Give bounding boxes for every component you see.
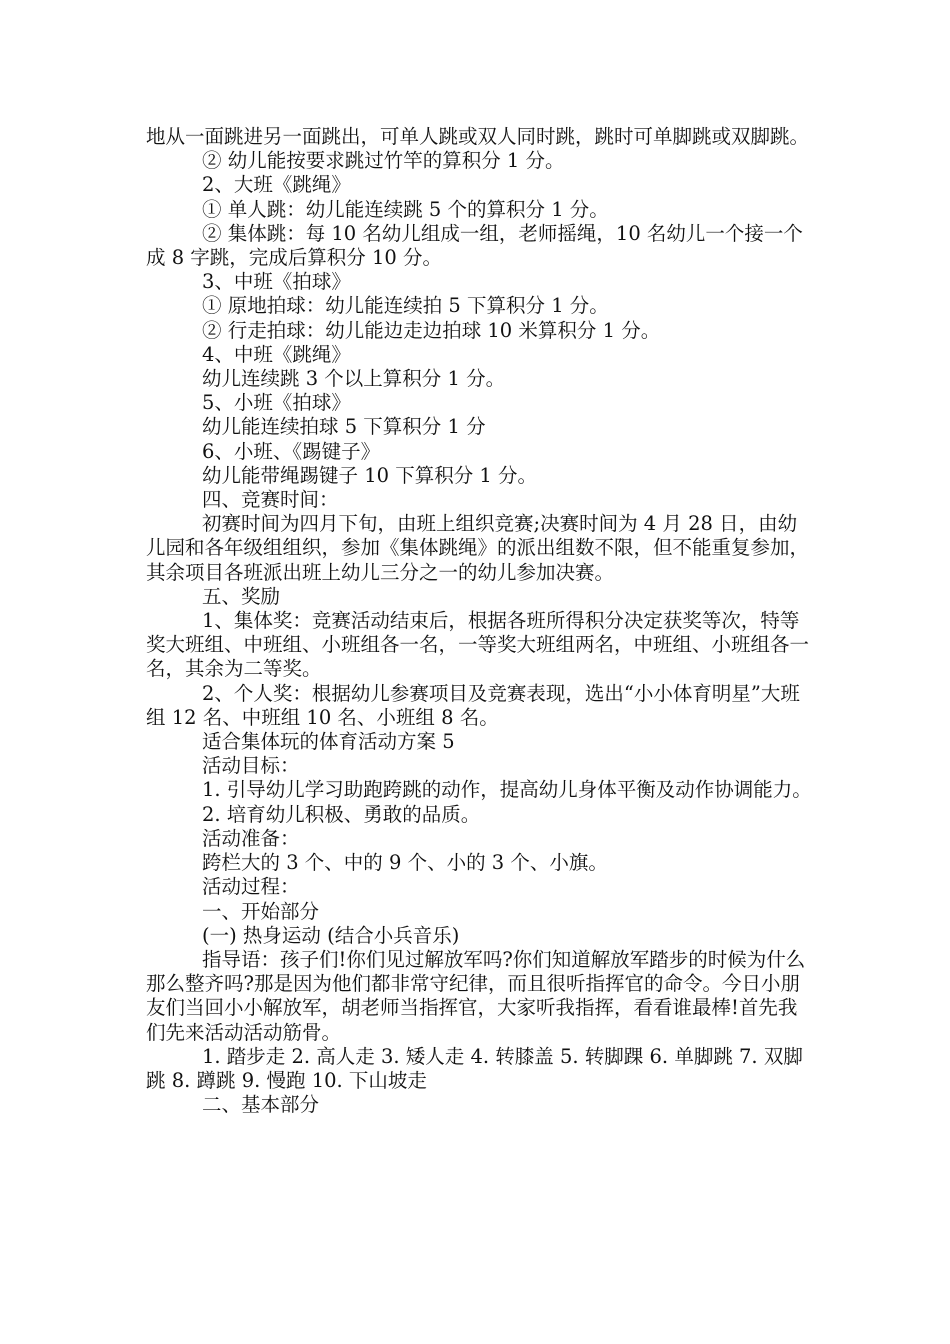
document-body [146,125,816,1117]
paragraph: 跨栏大的 3 个、中的 9 个、小的 3 个、小旗。 [202,851,608,875]
paragraph: 2、个人奖：根据幼儿参赛项目及竞赛表现，选出“小小体育明星”大班组 12 名、中班组 10 名、小班组 8 名。 [146,681,800,729]
section-heading: 4、中班《跳绳》 [202,342,351,366]
paragraph: ① 单人跳：幼儿能连续跳 5 个的算积分 1 分。 [202,197,609,221]
section-heading: 活动过程： [202,875,300,899]
section-heading: 五、奖励 [202,584,281,608]
document-title: 适合集体玩的体育活动方案 5 [202,730,455,754]
section-heading: 活动目标： [202,754,300,778]
section-heading: 四、竞赛时间： [202,488,339,512]
paragraph: ① 原地拍球：幼儿能连续拍 5 下算积分 1 分。 [202,294,609,318]
section-heading: 二、基本部分 [202,1093,320,1117]
paragraph: 幼儿能连续拍球 5 下算积分 1 分 [202,415,486,439]
section-heading: 一、开始部分 [202,899,320,923]
section-heading: 3、中班《拍球》 [202,270,351,294]
paragraph: 初赛时间为四月下旬，由班上组织竞赛;决赛时间为 4 月 28 日，由幼儿园和各年级组组织，参加《集体跳绳》的派出组数不限，但不能重复参加，其余项目各班派出班上幼儿三分之一的幼儿参加决赛。 [146,512,810,584]
paragraph: 指导语：孩子们!你们见过解放军吗?你们知道解放军踏步的时候为什么那么整齐吗?那是因为他们都非常守纪律，而且很听指挥官的命令。今日小朋友们当回小小解放军，胡老师当指挥官，大家听我指挥，看看谁最棒!首先我们先来活动活动筋骨。 [146,947,806,1044]
paragraph: ② 行走拍球：幼儿能边走边拍球 10 米算积分 1 分。 [202,318,661,342]
paragraph: 1. 踏步走 2. 高人走 3. 矮人走 4. 转膝盖 5. 转脚踝 6. 单脚跳 7. 双脚跳 8. 蹲跳 9. 慢跑 10. 下山坡走 [146,1044,803,1092]
paragraph: ② 集体跳：每 10 名幼儿组成一组，老师摇绳，10 名幼儿一个接一个成 8 字跳，完成后算积分 10 分。 [146,221,803,270]
section-heading: 活动准备： [202,826,300,850]
paragraph: ② 幼儿能按要求跳过竹竿的算积分 1 分。 [202,149,565,173]
paragraph: 地从一面跳进另一面跳出，可单人跳或双人同时跳，跳时可单脚跳或双脚跳。 [146,125,810,148]
paragraph: 1、集体奖：竞赛活动结束后，根据各班所得积分决定获奖等次，特等奖大班组、中班组、小班组各一名，一等奖大班组两名，中班组、小班组各一名，其余为二等奖。 [146,609,810,681]
paragraph: (一) 热身运动 (结合小兵音乐) [202,923,460,947]
paragraph: 1. 引导幼儿学习助跑跨跳的动作，提高幼儿身体平衡及动作协调能力。 [202,778,812,802]
section-heading: 2、大班《跳绳》 [202,173,351,197]
section-heading: 6、小班、《踢键子》 [202,439,381,463]
paragraph: 幼儿能带绳踢键子 10 下算积分 1 分。 [202,463,538,487]
paragraph: 2. 培育幼儿积极、勇敢的品质。 [202,802,481,826]
section-heading: 5、小班《拍球》 [202,391,351,415]
paragraph: 幼儿连续跳 3 个以上算积分 1 分。 [202,367,506,391]
